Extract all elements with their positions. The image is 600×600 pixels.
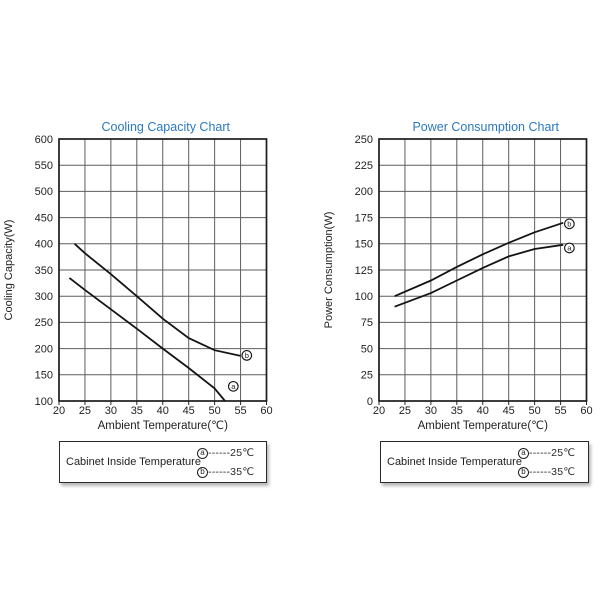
x-tick-label: 40 <box>476 405 489 417</box>
y-tick-label: 125 <box>354 264 373 277</box>
y-tick-label: 0 <box>366 395 373 408</box>
y-tick-label: 175 <box>354 212 373 225</box>
power-chart-legend-box <box>380 441 589 483</box>
y-tick-label: 500 <box>34 186 53 199</box>
legend-entry-b <box>518 463 575 481</box>
legend-entry-a <box>197 444 254 462</box>
legend-entry-a <box>518 444 575 462</box>
circled-a-icon: a <box>197 448 208 459</box>
y-tick-label: 250 <box>34 317 53 330</box>
legend-entries <box>197 444 254 481</box>
chart-title: Power Consumption Chart <box>412 120 560 134</box>
cooling-chart-legend-box <box>59 441 267 483</box>
x-tick-label: 20 <box>372 405 386 417</box>
x-tick-label: 25 <box>398 405 412 417</box>
series-marker-letter-b: b <box>567 219 572 229</box>
cooling-capacity-chart <box>0 110 300 445</box>
legend-entry-b <box>197 463 254 481</box>
x-tick-label: 55 <box>234 405 247 417</box>
x-tick-label: 45 <box>502 405 515 417</box>
x-tick-label: 60 <box>580 405 593 417</box>
y-tick-label: 200 <box>354 186 373 199</box>
x-tick-label: 20 <box>52 405 66 417</box>
y-axis-label: Power Consumption(W) <box>323 211 335 329</box>
y-tick-label: 50 <box>360 343 373 356</box>
y-tick-label: 100 <box>34 395 53 408</box>
x-tick-label: 35 <box>130 405 143 417</box>
legend-title: Cabinet Inside Temperature <box>387 456 522 468</box>
y-tick-label: 250 <box>354 133 373 146</box>
legend-entries <box>518 444 575 481</box>
legend-title: Cabinet Inside Temperature <box>66 456 201 468</box>
series-marker-letter-a: a <box>231 382 236 392</box>
y-axis-label: Cooling Capacity(W) <box>3 219 15 321</box>
x-tick-label: 60 <box>260 405 273 417</box>
y-tick-label: 400 <box>34 238 53 251</box>
x-tick-label: 45 <box>182 405 195 417</box>
power-consumption-chart <box>320 110 600 445</box>
chart-title: Cooling Capacity Chart <box>101 120 231 134</box>
x-tick-label: 30 <box>424 405 437 417</box>
x-tick-label: 30 <box>104 405 117 417</box>
y-tick-label: 200 <box>34 343 53 356</box>
series-marker-letter-a: a <box>567 243 572 253</box>
cooling-capacity-chart-svg <box>0 110 300 440</box>
y-tick-label: 300 <box>34 291 53 303</box>
y-tick-label: 550 <box>34 160 53 172</box>
x-tick-label: 55 <box>554 405 567 417</box>
y-tick-label: 150 <box>34 369 53 382</box>
circled-a-icon: a <box>518 448 529 459</box>
y-tick-label: 25 <box>360 369 373 382</box>
y-tick-label: 350 <box>34 264 53 277</box>
legend-entry-text: ------25℃ <box>208 447 255 459</box>
y-tick-label: 450 <box>34 212 53 225</box>
circled-b-icon: b <box>197 467 208 478</box>
series-line-b <box>395 223 564 296</box>
x-axis-label: Ambient Temperature(℃) <box>97 420 228 432</box>
y-tick-label: 75 <box>360 317 373 330</box>
series-marker-letter-b: b <box>244 351 249 361</box>
x-tick-label: 35 <box>450 405 463 417</box>
x-tick-label: 40 <box>156 405 169 417</box>
x-tick-label: 50 <box>528 405 541 417</box>
legend-entry-text: ------25℃ <box>529 447 576 459</box>
x-axis-label: Ambient Temperature(℃) <box>417 420 548 432</box>
legend-entry-text: ------35℃ <box>208 466 255 478</box>
y-tick-label: 150 <box>354 238 373 251</box>
y-tick-label: 100 <box>354 291 373 303</box>
y-tick-label: 600 <box>34 133 53 146</box>
x-tick-label: 50 <box>208 405 221 417</box>
series-line-a <box>395 245 564 307</box>
power-consumption-chart-svg <box>320 110 600 440</box>
circled-b-icon: b <box>518 467 529 478</box>
legend-entry-text: ------35℃ <box>529 466 576 478</box>
x-tick-label: 25 <box>78 405 92 417</box>
y-tick-label: 225 <box>354 160 373 172</box>
